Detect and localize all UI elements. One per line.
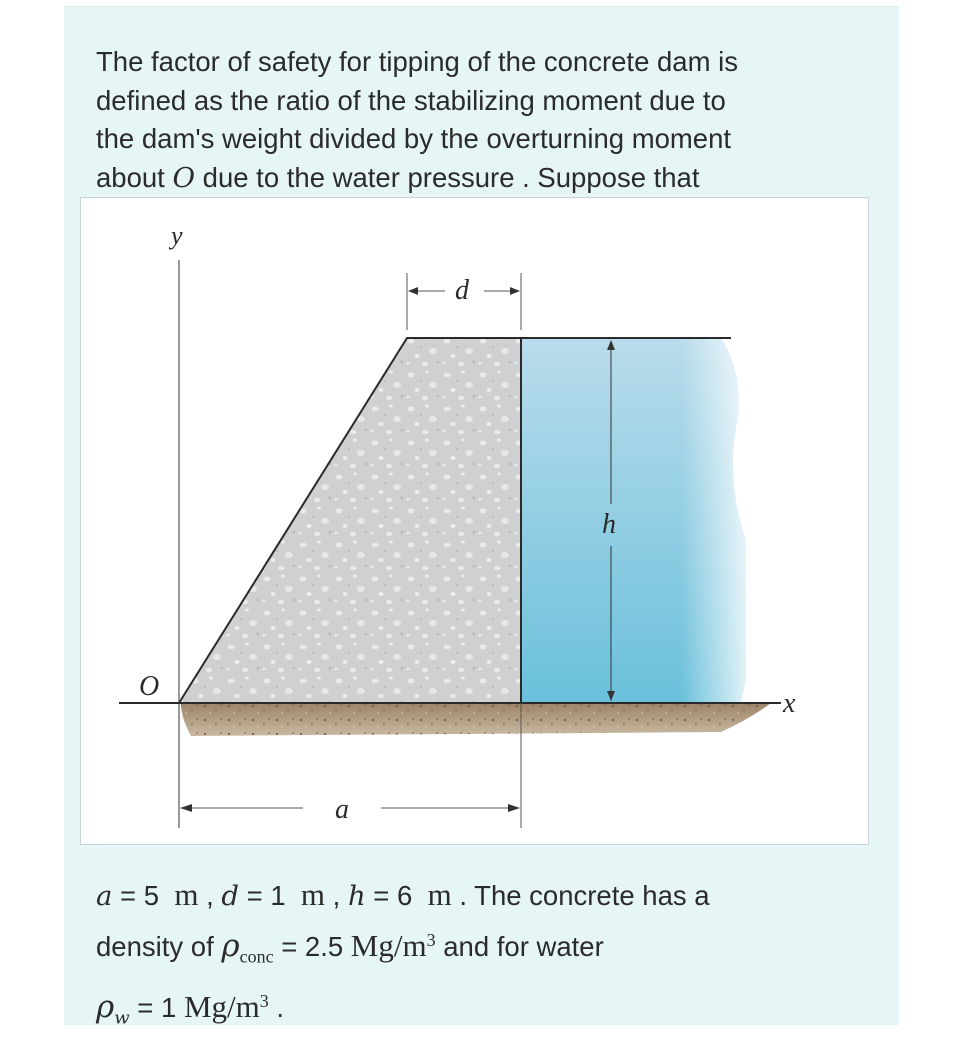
param-a-unit: m bbox=[174, 877, 199, 912]
param-d-var: d bbox=[221, 880, 239, 912]
param-a-var: a bbox=[96, 880, 113, 912]
rho-conc-exponent: 3 bbox=[426, 930, 436, 950]
param-h-eq: = 6 bbox=[365, 880, 413, 911]
rho-w-eq: = 1 bbox=[129, 991, 184, 1023]
rho-conc-symbol: ρ bbox=[221, 928, 240, 965]
rho-conc-eq: = 2.5 bbox=[273, 931, 351, 963]
rho-w-subscript: w bbox=[114, 1007, 130, 1029]
rho-conc-unit: Mg/m bbox=[350, 928, 427, 964]
label-d: d bbox=[455, 275, 469, 306]
question-line-2: defined as the ratio of the stabilizing moment due to bbox=[96, 84, 726, 116]
param-h-var: h bbox=[347, 880, 366, 912]
label-h: h bbox=[602, 509, 616, 540]
density-pre: density of bbox=[96, 931, 222, 963]
rho-w-exponent: 3 bbox=[259, 990, 269, 1011]
question-card bbox=[64, 6, 899, 1029]
label-a: a bbox=[335, 794, 349, 825]
label-x: x bbox=[783, 688, 796, 719]
param-d-unit: m bbox=[300, 877, 326, 912]
rho-conc-subscript: conc bbox=[239, 946, 274, 967]
dam-figure bbox=[80, 197, 869, 845]
rho-w-unit: Mg/m bbox=[183, 988, 260, 1024]
question-line-4-pre: about bbox=[96, 161, 173, 193]
param-a-eq: = 5 bbox=[112, 880, 160, 911]
question-text bbox=[96, 43, 876, 197]
param-d-eq: = 1 bbox=[238, 880, 286, 911]
dam-diagram bbox=[81, 198, 868, 844]
question-var-o: O bbox=[172, 161, 196, 194]
question-line-1: The factor of safety for tipping of the concrete dam is bbox=[96, 46, 738, 77]
label-o: O bbox=[139, 671, 160, 702]
density-mid: and for water bbox=[435, 931, 604, 963]
parameters-text: a = 5 m , d = 1 m , h = 6 m . The concrete has a density of $\rho_{conc} = 2.5$ $Mg/m^3$ and for water $\rho_w = 1$ $Mg/m^3$ . bbox=[96, 877, 710, 1029]
water bbox=[521, 338, 781, 703]
param-h-unit: m bbox=[427, 877, 452, 912]
param-tail: . The concrete has a bbox=[459, 880, 710, 911]
ground bbox=[181, 703, 771, 736]
params-end: . bbox=[268, 991, 285, 1023]
question-line-3: the dam's weight divided by the overturning moment bbox=[96, 123, 732, 154]
concrete-dam bbox=[179, 338, 521, 703]
label-y: y bbox=[171, 221, 183, 250]
question-line-4-post: due to the water pressure . Suppose that bbox=[195, 161, 700, 193]
rho-w-symbol: ρ bbox=[96, 988, 115, 1025]
